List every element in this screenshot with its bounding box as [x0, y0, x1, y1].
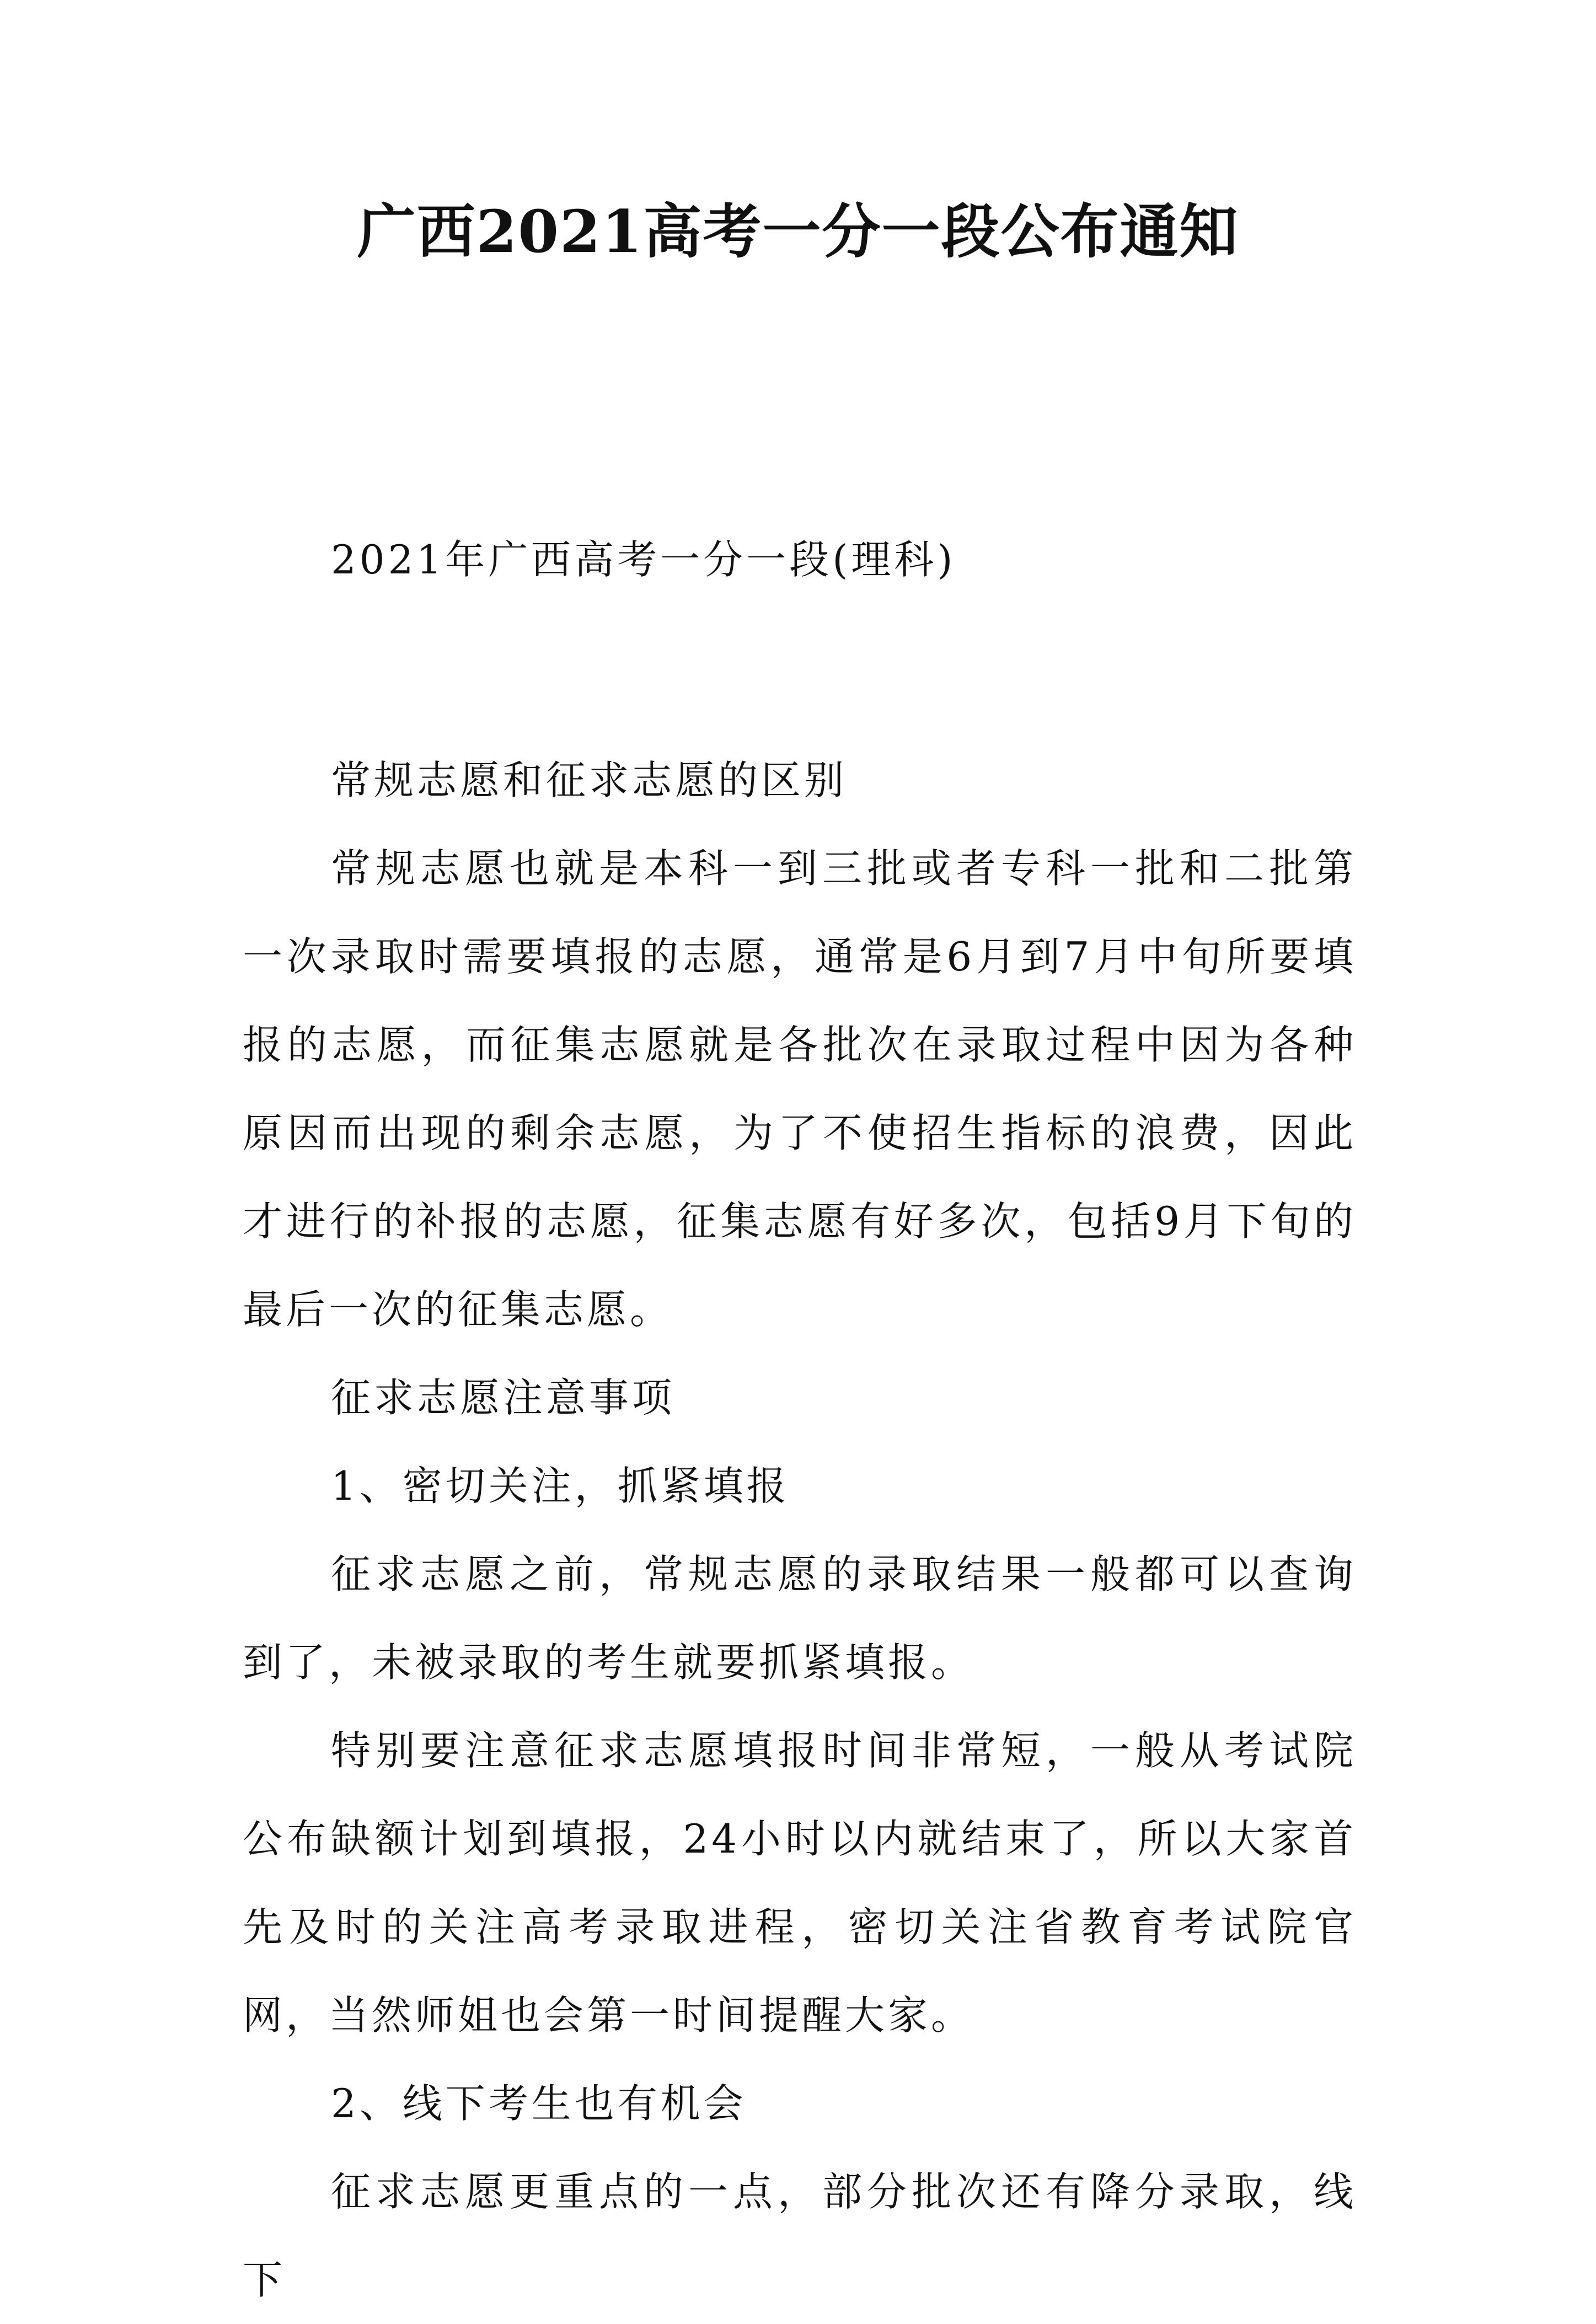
paragraph-check-results: 征求志愿之前，常规志愿的录取结果一般都可以查询到了，未被录取的考生就要抓紧填报。: [243, 1551, 1357, 1686]
paragraph-regular-vs-supplementary: 常规志愿也就是本科一到三批或者专科一批和二批第一次录取时需要填报的志愿，通常是6月到7月中旬所要填报的志愿，而征集志愿就是各批次在录取过程中因为各种原因而出现的剩余志愿，为了不使招生指标的浪费，因此才进行的补报的志愿，征集志愿有好多次，包括9月下旬的最后一次的征集志愿。: [243, 845, 1357, 1333]
section-heading-notes: 征求志愿注意事项: [331, 1375, 676, 1421]
paragraph-lower-score: 征求志愿更重点的一点，部分批次还有降分录取，线下: [243, 2169, 1357, 2303]
document-title: 广西2021高考一分一段公布通知: [357, 197, 1239, 266]
paragraph-short-deadline: 特别要注意征求志愿填报时间非常短，一般从考试院公布缺额计划到填报，24小时以内就结束了，所以大家首先及时的关注高考录取进程，密切关注省教育考试院官网，当然师姐也会第一时间提醒大家。: [243, 1727, 1357, 2038]
document-subtitle: 2021年广西高考一分一段(理科): [331, 536, 956, 583]
section-heading-difference: 常规志愿和征求志愿的区别: [331, 757, 848, 803]
list-item-1-heading: 1、密切关注，抓紧填报: [331, 1463, 790, 1509]
list-item-2-heading: 2、线下考生也有机会: [331, 2080, 747, 2127]
document-body: [243, 736, 1357, 2324]
